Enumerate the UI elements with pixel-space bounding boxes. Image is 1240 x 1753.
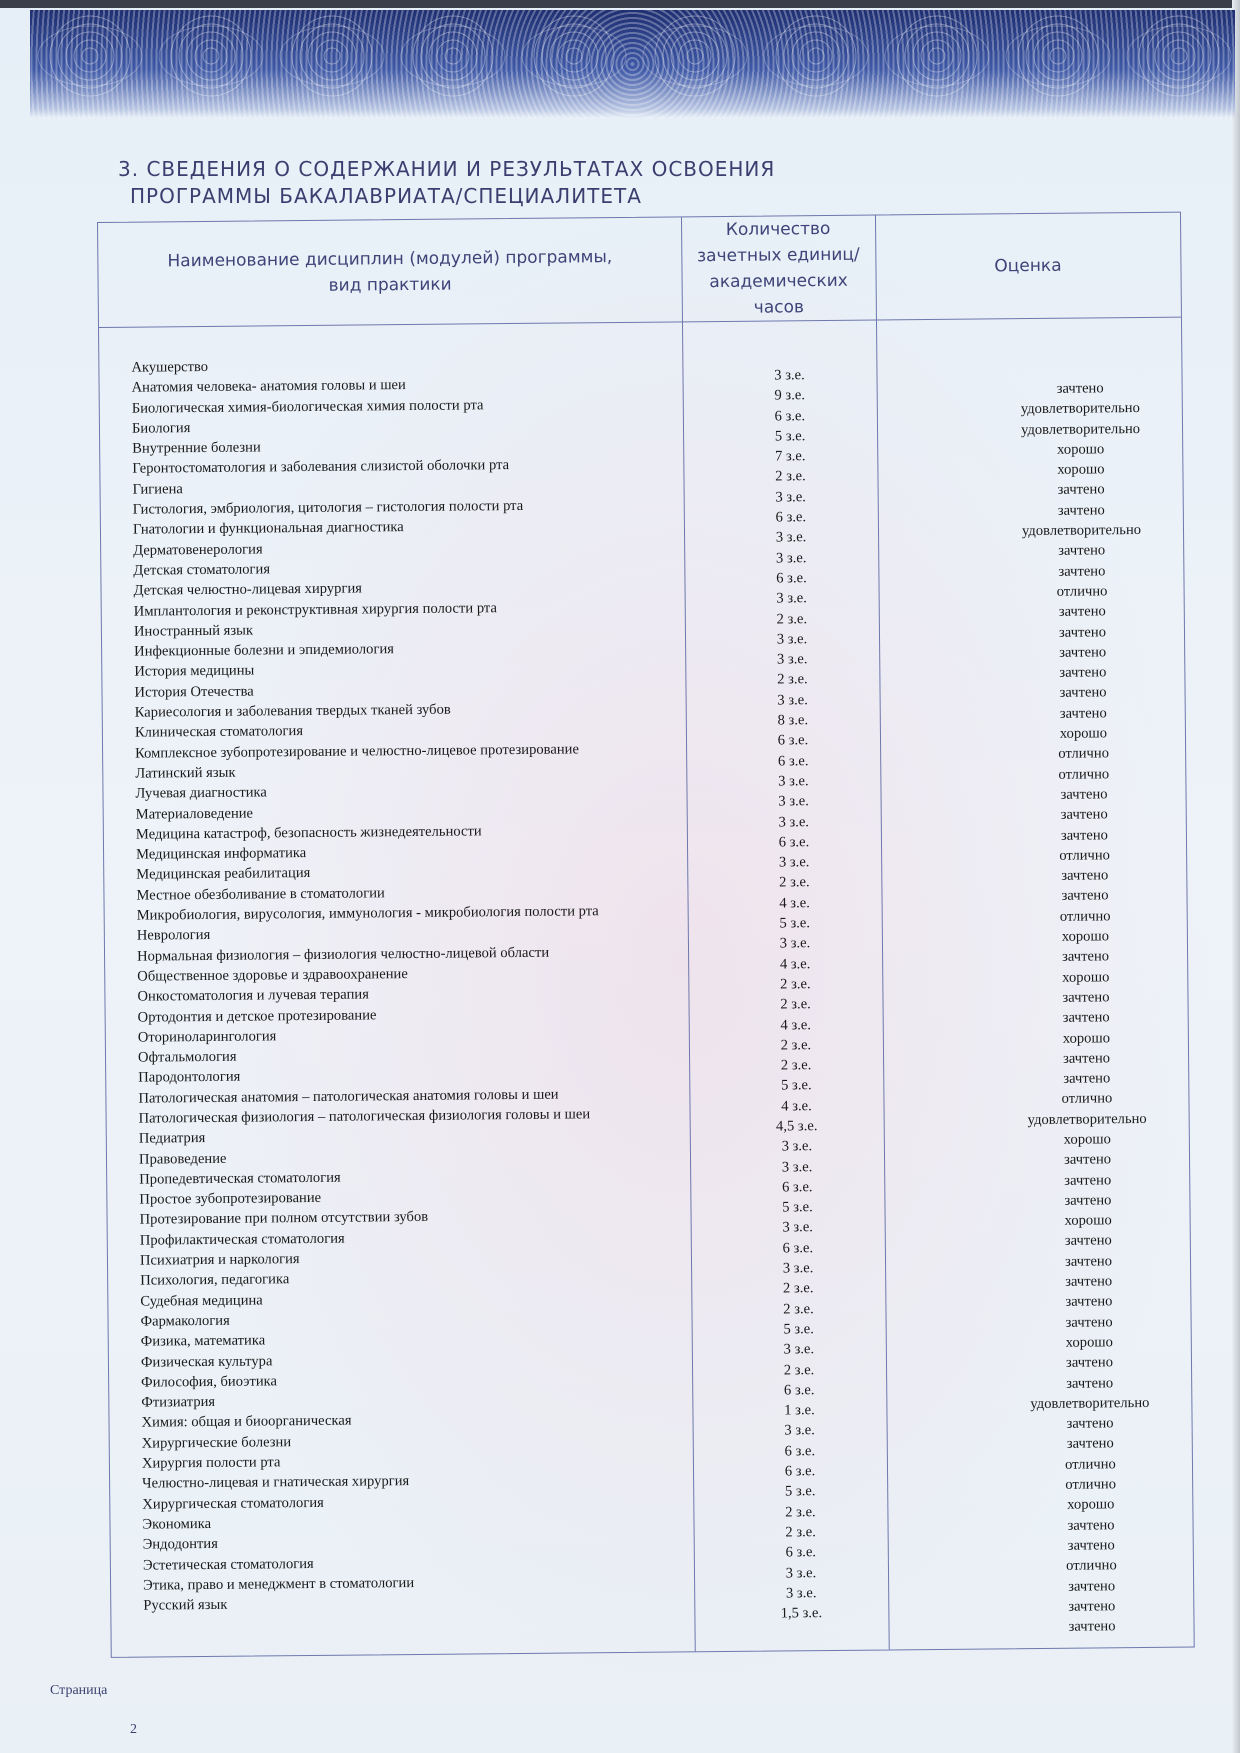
discipline-name: Биологическая химия-биологическая химия полости рта [131,396,484,417]
discipline-name: История Отечества [134,683,254,701]
discipline-credits: 2 з.е. [777,671,808,688]
discipline-grade: хорошо [1057,461,1105,478]
discipline-name: Профилактическая стоматология [139,1230,345,1249]
discipline-credits: 3 з.е. [776,631,808,648]
discipline-name: Материаловедение [135,805,254,823]
discipline-grade: отлично [1058,745,1110,763]
discipline-credits: 2 з.е. [780,996,811,1013]
discipline-grade: зачтено [1067,1537,1115,1554]
discipline-grade: зачтено [1068,1598,1116,1615]
discipline-credits: 6 з.е. [774,407,806,425]
discipline-name: Протезирование при полном отсутствии зубов [139,1209,429,1229]
rosette-ornament [764,16,868,96]
discipline-name: Микробиология, вирусология, иммунология - микробиология полости рта [136,903,599,924]
discipline-grade: зачтено [1068,1618,1116,1635]
discipline-grade: зачтено [1068,1577,1116,1595]
discipline-credits: 3 з.е. [783,1341,815,1358]
discipline-grade: зачтено [1060,826,1108,844]
discipline-grade: зачтено [1057,502,1105,519]
discipline-name: Русский язык [143,1596,228,1614]
discipline-grade: зачтено [1067,1516,1115,1534]
discipline-name: Этика, право и менеджмент в стоматологии [143,1574,415,1594]
rosette-ornament [1127,16,1231,96]
column-header-hours-line1: Количество [725,218,831,240]
discipline-name: Анатомия человека- анатомия головы и шеи [131,377,406,396]
discipline-grade: зачтено [1064,1171,1112,1189]
discipline-grade: зачтено [1064,1232,1112,1250]
discipline-name: Судебная медицина [140,1292,263,1310]
discipline-credits: 2 з.е. [785,1524,816,1541]
scan-right-edge [1232,0,1240,1753]
discipline-name: Химия: общая и биоорганическая [141,1413,352,1432]
discipline-name: Эндодонтия [142,1536,218,1553]
discipline-grade: зачтено [1057,481,1105,499]
discipline-credits: 3 з.е. [775,549,807,567]
discipline-grade: зачтено [1066,1374,1114,1392]
discipline-credits: 6 з.е. [782,1239,814,1257]
discipline-grade: отлично [1065,1456,1116,1473]
rosette-ornament [522,16,626,96]
discipline-grade: отлично [1065,1476,1117,1493]
discipline-grade: отлично [1066,1557,1117,1574]
discipline-name: Педиатрия [138,1130,206,1147]
discipline-grade: зачтено [1061,867,1109,884]
section-heading-line2: ПРОГРАММЫ БАКАЛАВРИАТА/СПЕЦИАЛИТЕТА [130,184,642,208]
discipline-credits: 3 з.е. [781,1138,813,1155]
discipline-name: Патологическая физиология – патологическая физиология головы и шеи [138,1106,591,1127]
discipline-credits: 1 з.е. [784,1402,815,1419]
discipline-credits: 6 з.е. [775,509,807,526]
discipline-name: Акушерство [131,358,209,376]
page-label: Страница [50,1683,108,1698]
discipline-credits: 6 з.е. [784,1463,816,1480]
rosette-ornament [401,16,505,96]
discipline-credits: 3 з.е. [775,488,806,506]
discipline-grade: зачтено [1060,786,1108,803]
discipline-grade: хорошо [1059,725,1108,742]
discipline-name: Оториноларингология [137,1028,277,1046]
discipline-credits: 2 з.е. [780,1036,812,1054]
discipline-credits: 7 з.е. [774,448,806,465]
discipline-name: Гнатологии и функциональная диагностика [132,519,404,539]
discipline-name: Экономика [142,1515,212,1533]
discipline-name: Дерматовенерология [133,541,263,559]
discipline-name: Хирургические болезни [141,1433,292,1452]
discipline-name: Пародонтология [138,1069,241,1087]
discipline-grade: зачтено [1061,887,1109,905]
discipline-credits: 2 з.е. [780,976,811,993]
discipline-credits: 2 з.е. [775,468,806,485]
discipline-name: Физическая культура [140,1352,273,1371]
discipline-grade: хорошо [1062,968,1110,986]
discipline-credits: 2 з.е. [776,610,808,628]
discipline-name: Фтизиатрия [141,1394,216,1411]
discipline-credits: 6 з.е. [784,1442,816,1460]
discipline-name: Челюстно-лицевая и гнатическая хирургия [142,1473,410,1492]
discipline-credits: 3 з.е. [774,367,805,384]
discipline-grade: отлично [1058,765,1110,783]
discipline-credits: 3 з.е. [782,1260,814,1277]
discipline-grade: отлично [1059,847,1111,864]
discipline-name: Философия, биоэтика [141,1373,278,1391]
discipline-grade: хорошо [1063,1131,1112,1148]
discipline-credits: 2 з.е. [785,1503,816,1521]
discipline-name: Латинский язык [135,764,236,782]
discipline-credits: 4 з.е. [781,1097,812,1115]
discipline-grade: хорошо [1061,928,1110,945]
discipline-grade: зачтено [1058,603,1106,621]
discipline-name: Неврология [136,927,211,944]
disciplines-table [97,212,1195,1658]
discipline-credits: 3 з.е. [776,651,808,668]
discipline-name: Фармакология [140,1312,230,1330]
discipline-grade: зачтено [1066,1415,1114,1432]
discipline-name: Медицинская информатика [135,845,307,863]
discipline-credits: 3 з.е. [785,1584,817,1602]
discipline-grade: зачтено [1058,542,1106,560]
rosette-ornament [643,16,747,96]
discipline-credits: 6 з.е. [777,732,809,749]
discipline-credits: 2 з.е. [779,874,810,891]
discipline-name: Медицинская реабилитация [136,865,311,884]
discipline-name: Лучевая диагностика [135,784,267,802]
discipline-grade: зачтено [1059,705,1107,722]
discipline-name: Онкостоматология и лучевая терапия [137,986,369,1005]
discipline-credits: 3 з.е. [781,1158,813,1176]
discipline-credits: 2 з.е. [782,1280,814,1297]
discipline-grade: хорошо [1057,441,1105,458]
discipline-grade: отлично [1059,908,1111,925]
rosette-ornament [280,16,384,96]
discipline-name: Геронтостоматология и заболевания слизистой оболочки рта [132,457,510,478]
guilloche-banner [30,10,1235,118]
rosette-ornament [885,16,989,96]
discipline-grade: зачтено [1062,948,1110,966]
discipline-credits: 3 з.е. [775,529,807,546]
discipline-credits: 3 з.е. [777,691,808,709]
discipline-name: Пропедевтическая стоматология [139,1169,341,1188]
discipline-grade: хорошо [1064,1212,1112,1229]
rosette-ornament [159,16,263,96]
discipline-grade: зачтено [1056,380,1104,397]
discipline-credits: 3 з.е. [776,590,807,607]
discipline-grade: зачтено [1059,684,1107,702]
discipline-credits: 5 з.е. [783,1321,814,1338]
discipline-credits: 2 з.е. [783,1300,814,1318]
discipline-grade: зачтено [1058,623,1107,641]
column-header-name-line2: вид практики [328,274,452,296]
discipline-name: Психология, педагогика [140,1271,290,1289]
discipline-grade: зачтено [1063,1070,1111,1087]
discipline-credits: 3 з.е. [778,773,809,790]
discipline-name: Эстетическая стоматология [142,1555,314,1574]
discipline-grade: удовлетворительно [1020,420,1141,438]
discipline-grade: зачтено [1058,563,1106,580]
column-header-name [98,217,682,327]
discipline-credits: 4 з.е. [779,894,810,912]
column-header-name-line1: Наименование дисциплин (модулей) программы, [167,247,613,272]
rosette-ornament [38,16,142,96]
discipline-grade: хорошо [1067,1496,1115,1514]
discipline-credits: 5 з.е. [784,1483,816,1500]
discipline-grade: зачтено [1062,989,1110,1006]
discipline-name: Местное обезболивание в стоматологии [136,884,385,904]
discipline-grade: удовлетворительно [1027,1110,1147,1128]
discipline-name: Иностранный язык [133,622,254,640]
discipline-name: Простое зубопротезирование [139,1190,322,1208]
discipline-credits: 4,5 з.е. [775,1118,818,1135]
discipline-credits: 6 з.е. [783,1382,815,1399]
discipline-grade: хорошо [1062,1029,1111,1047]
discipline-name: Инфекционные болезни и эпидемиология [134,641,395,660]
discipline-credits: 6 з.е. [777,752,809,770]
discipline-grade: зачтено [1059,644,1107,661]
discipline-credits: 5 з.е. [779,915,811,932]
discipline-credits: 5 з.е. [782,1199,813,1216]
discipline-name: Гистология, эмбриология, цитология – гистология полости рта [132,498,524,518]
discipline-name: Офтальмология [137,1048,237,1066]
discipline-name: Правоведение [138,1150,227,1168]
discipline-grade: зачтено [1060,806,1108,824]
discipline-name: Ортодонтия и детское протезирование [137,1006,377,1026]
discipline-name: Хирургия полости рта [141,1454,281,1472]
discipline-name: Имплантология и реконструктивная хирургия полости рта [133,599,498,620]
discipline-credits: 5 з.е. [774,428,806,445]
column-header-hours-line3: академических часов [709,270,848,318]
column-header-hours [681,216,876,322]
column-header-grade [875,213,1181,320]
discipline-credits: 6 з.е. [778,834,810,851]
discipline-credits: 5 з.е. [780,1077,812,1094]
column-header-grade-label: Оценка [994,255,1062,277]
scan-top-edge [0,0,1240,8]
discipline-grade: зачтено [1062,1009,1110,1026]
discipline-grade: удовлетворительно [1030,1394,1150,1412]
discipline-name: Гигиена [132,480,183,498]
discipline-name: Кариесология и заболевания твердых тканей зубов [134,701,451,721]
section-heading [118,156,1018,210]
rosette-ornament [1006,16,1110,96]
discipline-name: Детская челюстно-лицевая хирургия [133,580,363,599]
discipline-grade: зачтено [1065,1293,1113,1311]
discipline-grade: зачтено [1059,664,1107,681]
discipline-grade: зачтено [1066,1435,1114,1453]
discipline-grade: зачтено [1063,1151,1112,1169]
discipline-credits: 3 з.е. [784,1422,815,1439]
discipline-grade: отлично [1061,1090,1113,1108]
discipline-name: Детская стоматология [133,561,271,579]
discipline-credits: 9 з.е. [774,387,806,404]
discipline-name: Физика, математика [140,1332,266,1350]
discipline-credits: 1,5 з.е. [780,1605,823,1622]
column-header-hours-line2: зачетных единиц/ [696,244,860,267]
discipline-grade: зачтено [1063,1050,1111,1067]
discipline-credits: 6 з.е. [776,570,807,587]
discipline-credits: 4 з.е. [780,1016,812,1033]
discipline-credits: 6 з.е. [781,1179,813,1196]
discipline-name: Биология [131,420,191,437]
discipline-credits: 3 з.е. [778,813,810,831]
section-heading-line1: 3. СВЕДЕНИЯ О СОДЕРЖАНИИ И РЕЗУЛЬТАТАХ ОСВОЕНИЯ [118,157,776,181]
table-body [99,348,1193,1635]
discipline-credits: 3 з.е. [778,854,810,871]
discipline-name: История медицины [134,662,255,681]
discipline-grade: хорошо [1065,1334,1113,1351]
discipline-credits: 4 з.е. [779,955,811,973]
discipline-credits: 3 з.е. [778,793,809,810]
discipline-credits: 8 з.е. [777,712,809,729]
discipline-grade: зачтено [1065,1273,1113,1290]
discipline-grade: зачтено [1065,1354,1114,1372]
discipline-name: Психиатрия и наркология [139,1251,300,1269]
discipline-credits: 2 з.е. [780,1057,812,1074]
discipline-grade: зачтено [1064,1253,1113,1270]
discipline-name: Хирургическая стоматология [142,1494,324,1513]
page-number: 2 [130,1722,137,1737]
discipline-credits: 3 з.е. [782,1219,814,1236]
discipline-name: Медицина катастроф, безопасность жизнедеятельности [135,823,482,843]
guilloche-pattern [30,10,1235,118]
discipline-grade: зачтено [1065,1313,1113,1331]
discipline-name: Нормальная физиология – физиология челюстно-лицевой области [136,944,550,965]
discipline-name: Внутренние болезни [132,439,261,457]
discipline-grade: отлично [1056,583,1108,600]
discipline-grade: удовлетворительно [1020,400,1140,418]
discipline-name: Общественное здоровье и здравоохранение [137,965,408,985]
discipline-name: Клиническая стоматология [134,723,304,742]
discipline-grade: зачтено [1064,1192,1112,1209]
discipline-credits: 3 з.е. [785,1564,817,1581]
discipline-credits: 3 з.е. [779,935,811,952]
discipline-credits: 6 з.е. [785,1544,817,1561]
discipline-name: Комплексное зубопротезирование и челюстно-лицевое протезирование [135,741,579,762]
discipline-credits: 2 з.е. [783,1361,815,1379]
discipline-grade: удовлетворительно [1021,522,1142,540]
discipline-name: Патологическая анатомия – патологическая анатомия головы и шеи [138,1086,559,1107]
